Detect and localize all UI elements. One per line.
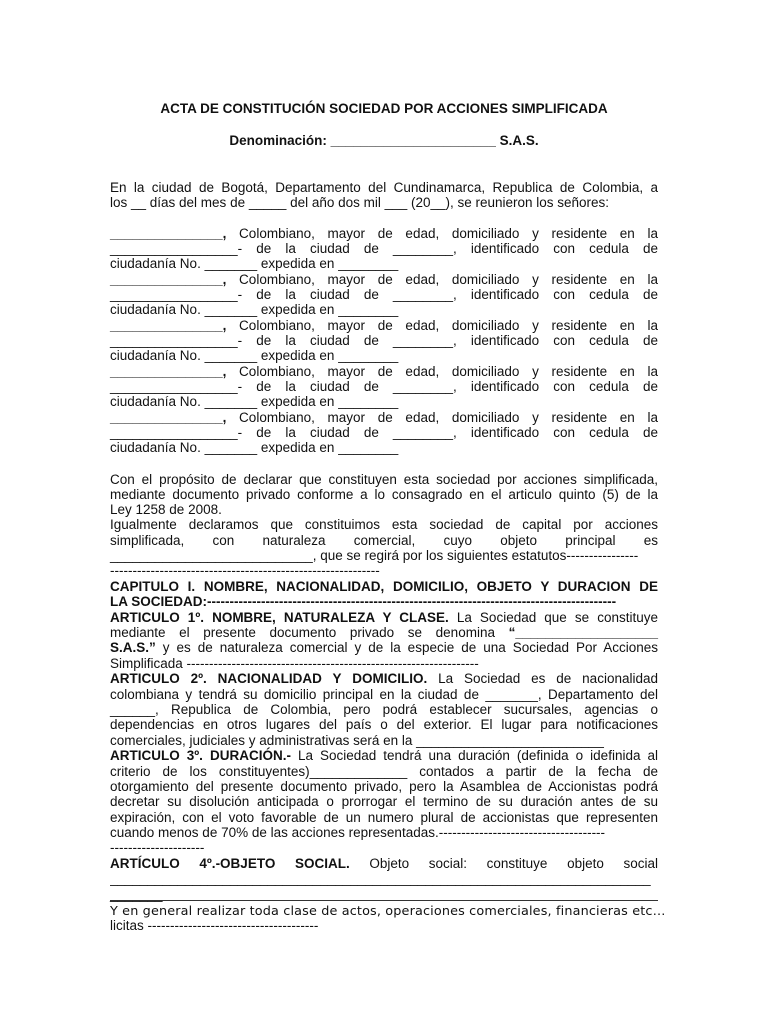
- art3-line-6: cuando menos de 70% de las acciones representadas.-------------------------------------: [110, 825, 606, 840]
- proposito-line-7: ------------------------------------------------------------: [110, 563, 380, 578]
- denominacion-line: Denominación: ______________________ S.A.S.: [229, 133, 539, 148]
- proposito-line-6: ___________________________, que se regirá por los siguientes estatutos----------------: [110, 548, 639, 563]
- art3-line-4: decretar su disolución anticipada o prorrogar el termino de su duración antes de su: [110, 794, 658, 809]
- art3-line-2: criterio de los constituyentes)_____________ contados a partir de la fecha de: [110, 764, 658, 779]
- art1-name-blank: “___________________: [508, 625, 658, 640]
- socio-4-line-3: ciudadanía No. _______ expedida en ________: [110, 394, 399, 409]
- intro-line-1: En la ciudad de Bogotá, Departamento del Cundinamarca, Republica de Colombia, a: [110, 180, 658, 195]
- socio-3-line-2: _________________- de la ciudad de ________, identificado con cedula de: [110, 333, 658, 348]
- art3-line-7: ---------------------: [110, 840, 205, 855]
- document-title: ACTA DE CONSTITUCIÓN SOCIEDAD POR ACCIONES SIMPLIFICADA: [160, 101, 608, 116]
- final-line-2: licitas --------------------------------------: [110, 918, 319, 933]
- intro-line-2: los __ días del mes de _____ del año dos mil ___ (20__), se reunieron los señores:: [110, 195, 610, 210]
- art1-line-1: ARTICULO 1º. NOMBRE, NATURALEZA Y CLASE. La Sociedad que se constituye: [110, 610, 658, 625]
- proposito-line-1: Con el propósito de declarar que constituyen esta sociedad por acciones simplificada,: [110, 472, 658, 487]
- socio-5-nombre: _______________,: [110, 410, 227, 425]
- proposito-line-2: mediante documento privado conforme a lo consagrado en el articulo quinto (5) de la: [110, 487, 658, 502]
- socio-4-nombre: _______________,: [110, 364, 227, 379]
- art2-line-1: ARTICULO 2º. NACIONALIDAD Y DOMICILIO. La Sociedad es de nacionalidad: [110, 671, 658, 686]
- art2-line-2: colombiana y tendrá su domicilio principal en la ciudad de _______, Departamento del: [110, 687, 658, 702]
- proposito-line-5: simplificada, con naturaleza comercial, cuyo objeto principal es: [110, 533, 658, 548]
- socio-2-nombre: _______________,: [110, 272, 227, 287]
- socio-2-line-2: _________________- de la ciudad de ________, identificado con cedula de: [110, 287, 658, 302]
- art3-heading: ARTICULO 3º. DURACIÓN.-: [110, 748, 291, 763]
- art2-line-3: ______, Republica de Colombia, pero podrá establecer sucursales, agencias o: [110, 702, 658, 717]
- socio-4-line-2: _________________- de la ciudad de ________, identificado con cedula de: [110, 379, 658, 394]
- socio-5-line-3: ciudadanía No. _______ expedida en ________: [110, 440, 399, 455]
- socio-4-line-1: _______________, Colombiano, mayor de edad, domiciliado y residente en la: [110, 364, 658, 379]
- art1-heading: ARTICULO 1º. NOMBRE, NATURALEZA Y CLASE.: [110, 610, 449, 625]
- socio-3-line-3: ciudadanía No. _______ expedida en ________: [110, 348, 399, 363]
- section-divider: [110, 900, 658, 901]
- art2-line-5: comerciales, judiciales y administrativas será en la _________________________: [110, 733, 604, 748]
- art1-line-2: mediante el presente documento privado se denomina “___________________: [110, 625, 658, 640]
- art3-line-3: otorgamiento del presente documento privado, pero la Asamblea de Accionistas podrá: [110, 779, 658, 794]
- socio-3-line-1: _______________, Colombiano, mayor de edad, domiciliado y residente en la: [110, 318, 658, 333]
- socio-3-nombre: _______________,: [110, 318, 227, 333]
- socio-1-line-3: ciudadanía No. _______ expedida en ________: [110, 256, 399, 271]
- proposito-line-4: Igualmente declaramos que constituimos esta sociedad de capital por acciones: [110, 517, 658, 532]
- art2-heading: ARTICULO 2º. NACIONALIDAD Y DOMICILIO.: [110, 671, 428, 686]
- capitulo-heading-line-2: LA SOCIEDAD:-------------------------------------------------------------------------------------------: [110, 594, 617, 609]
- art1-sas: S.A.S.”: [110, 640, 156, 655]
- art2-line-4: dependencias en otros lugares del país o del exterior. El lugar para notificaciones: [110, 717, 658, 732]
- art4-line-3: _______: [110, 887, 163, 902]
- art1-line-3: S.A.S.” y es de naturaleza comercial y de la especie de una Sociedad Por Acciones: [110, 640, 658, 655]
- socio-1-line-1: _______________, Colombiano, mayor de edad, domiciliado y residente en la: [110, 226, 658, 241]
- capitulo-heading-line-1: CAPITULO I. NOMBRE, NACIONALIDAD, DOMICILIO, OBJETO Y DURACION DE: [110, 579, 658, 594]
- socio-1-nombre: _______________,: [110, 226, 227, 241]
- art3-line-5: expiración, con el voto favorable de un numero plural de accionistas que representen: [110, 810, 658, 825]
- socio-5-line-2: _________________- de la ciudad de ________, identificado con cedula de: [110, 425, 658, 440]
- art1-line-4: Simplificada -----------------------------------------------------------------: [110, 656, 479, 671]
- final-line-1: Y en general realizar toda clase de actos, operaciones comerciales, financieras etc…: [110, 904, 666, 919]
- art4-heading: ARTÍCULO 4º.-OBJETO SOCIAL.: [110, 856, 350, 871]
- proposito-line-3: Ley 1258 de 2008.: [110, 502, 222, 517]
- socio-2-line-3: ciudadanía No. _______ expedida en ________: [110, 302, 399, 317]
- art4-line-1: ARTÍCULO 4º.-OBJETO SOCIAL. Objeto social: constituye objeto social: [110, 856, 659, 871]
- art3-line-1: ARTICULO 3º. DURACIÓN.- La Sociedad tendrá una duración (definida o idefinida al: [110, 748, 658, 763]
- socio-2-line-1: _______________, Colombiano, mayor de edad, domiciliado y residente en la: [110, 272, 658, 287]
- socio-1-line-2: _________________- de la ciudad de ________, identificado con cedula de: [110, 241, 658, 256]
- socio-5-line-1: _______________, Colombiano, mayor de edad, domiciliado y residente en la: [110, 410, 658, 425]
- art4-line-2: ________________________________________________________________________: [110, 871, 651, 886]
